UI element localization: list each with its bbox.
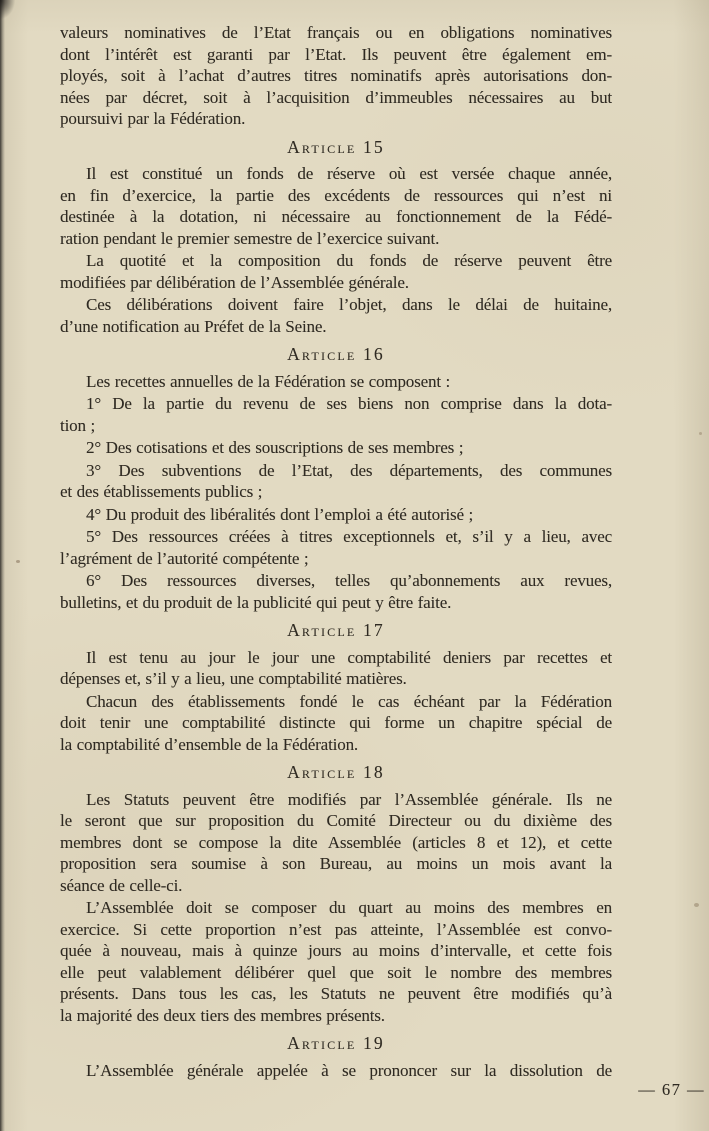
text-line: proposition sera soumise à son Bureau, au moins un mois avant la: [60, 854, 612, 873]
paragraph: [60, 437, 612, 459]
text-line: 4° Du produit des libéralités dont l’emploi a été autorisé ;: [86, 504, 474, 524]
text-line: modifiées par délibération de l’Assemblée générale.: [60, 272, 409, 292]
paragraph: [60, 460, 612, 503]
text-line: elle peut valablement délibérer quel que soit le nombre des membres: [60, 962, 612, 982]
text-line: L’Assemblée doit se composer du quart au moins des membres en: [86, 898, 612, 917]
page-number: — 67 —: [638, 1080, 705, 1099]
article-heading: Article 18: [287, 762, 385, 782]
text-line: membres dont se compose la dite Assemblée (articles 8 et 12), et cette: [60, 832, 612, 852]
text-line: et des établissements publics ;: [60, 482, 263, 501]
text-line: valeurs nominatives de l’Etat français ou en obligations nominatives: [60, 23, 612, 42]
text-line: tion ;: [60, 415, 96, 435]
paragraph: [60, 504, 612, 526]
paragraph: [60, 789, 612, 897]
text-line: ployés, soit à l’achat d’autres titres nominatifs après autorisations don-: [60, 66, 612, 85]
text-line: 2° Des cotisations et des souscriptions de ses membres ;: [86, 438, 464, 457]
text-line: 3° Des subventions de l’Etat, des départements, des communes: [86, 460, 612, 480]
text-line: la comptabilité d’ensemble de la Fédération.: [60, 734, 359, 754]
text-line: 5° Des ressources créées à titres exceptionnels et, s’il y a lieu, avec: [86, 527, 612, 546]
paragraph: [60, 526, 612, 569]
text-line: dont l’intérêt est garanti par l’Etat. Ils peuvent être également em-: [60, 44, 612, 64]
paragraph: [60, 393, 612, 436]
text-line: Ces délibérations doivent faire l’objet, dans le délai de huitaine,: [86, 295, 612, 314]
paragraph: [60, 22, 612, 130]
text-line: bulletins, et du produit de la publicité qui peut y être faite.: [60, 592, 452, 612]
scan-left-edge: [0, 0, 5, 1131]
text-line: poursuivi par la Fédération.: [60, 109, 246, 128]
scan-corner-mark: [0, 0, 15, 19]
text-line: séance de celle-ci.: [60, 875, 183, 895]
paragraph: [60, 163, 612, 249]
text-line: le seront que sur proposition du Comité Directeur ou du dixième des: [60, 811, 612, 830]
text-line: quée à nouveau, mais à quinze jours au moins d’intervalle, et cette fois: [60, 941, 612, 960]
text-line: Les recettes annuelles de la Fédération se composent :: [86, 371, 451, 391]
text-line: L’Assemblée générale appelée à se prononcer sur la dissolution de: [86, 1060, 612, 1080]
text-line: Chacun des établissements fondé le cas échéant par la Fédération: [86, 691, 612, 711]
text-line: destinée à la dotation, ni nécessaire au fonctionnement de la Fédé-: [60, 207, 612, 226]
paragraph: [60, 647, 612, 690]
text-column: [60, 22, 612, 1082]
text-line: en fin d’exercice, la partie des excédents de ressources qui n’est ni: [60, 185, 612, 205]
text-line: 1° De la partie du revenu de ses biens non comprise dans la dota-: [86, 394, 612, 413]
paragraph: [60, 570, 612, 613]
scan-speck: [16, 560, 20, 563]
text-line: dépenses et, s’il y a lieu, une comptabilité matières.: [60, 669, 407, 688]
paragraph: [60, 897, 612, 1026]
text-line: exercice. Si cette proportion n’est pas atteinte, l’Assemblée est convo-: [60, 919, 612, 939]
article-heading: Article 16: [287, 344, 385, 364]
text-line: doit tenir une comptabilité distincte qui forme un chapitre spécial de: [60, 713, 612, 732]
text-line: La quotité et la composition du fonds de réserve peuvent être: [86, 251, 612, 270]
text-line: l’agrément de l’autorité compétente ;: [60, 548, 309, 568]
scan-speck: [699, 432, 702, 435]
paragraph: [60, 1060, 612, 1082]
article-heading: Article 15: [287, 136, 385, 157]
article-heading: Article 17: [287, 620, 385, 640]
paragraph: [60, 691, 612, 756]
text-line: ration pendant le premier semestre de l’exercice suivant.: [60, 228, 440, 248]
text-line: 6° Des ressources diverses, telles qu’abonnements aux revues,: [86, 571, 612, 590]
scan-speck: [694, 903, 699, 907]
paragraph: [60, 371, 612, 393]
text-line: Les Statuts peuvent être modifiés par l’Assemblée générale. Ils ne: [86, 789, 612, 809]
text-line: la majorité des deux tiers des membres présents.: [60, 1005, 385, 1025]
paragraph: [60, 294, 612, 337]
text-line: nées par décret, soit à l’acquisition d’immeubles nécessaires au but: [60, 87, 612, 107]
article-heading: Article 19: [287, 1033, 385, 1053]
text-line: présents. Dans tous les cas, les Statuts ne peuvent être modifiés qu’à: [60, 984, 612, 1003]
text-line: Il est tenu au jour le jour une comptabilité deniers par recettes et: [86, 647, 612, 667]
text-line: Il est constitué un fonds de réserve où est versée chaque année,: [86, 164, 612, 183]
paragraph: [60, 250, 612, 293]
text-line: d’une notification au Préfet de la Seine.: [60, 316, 327, 336]
